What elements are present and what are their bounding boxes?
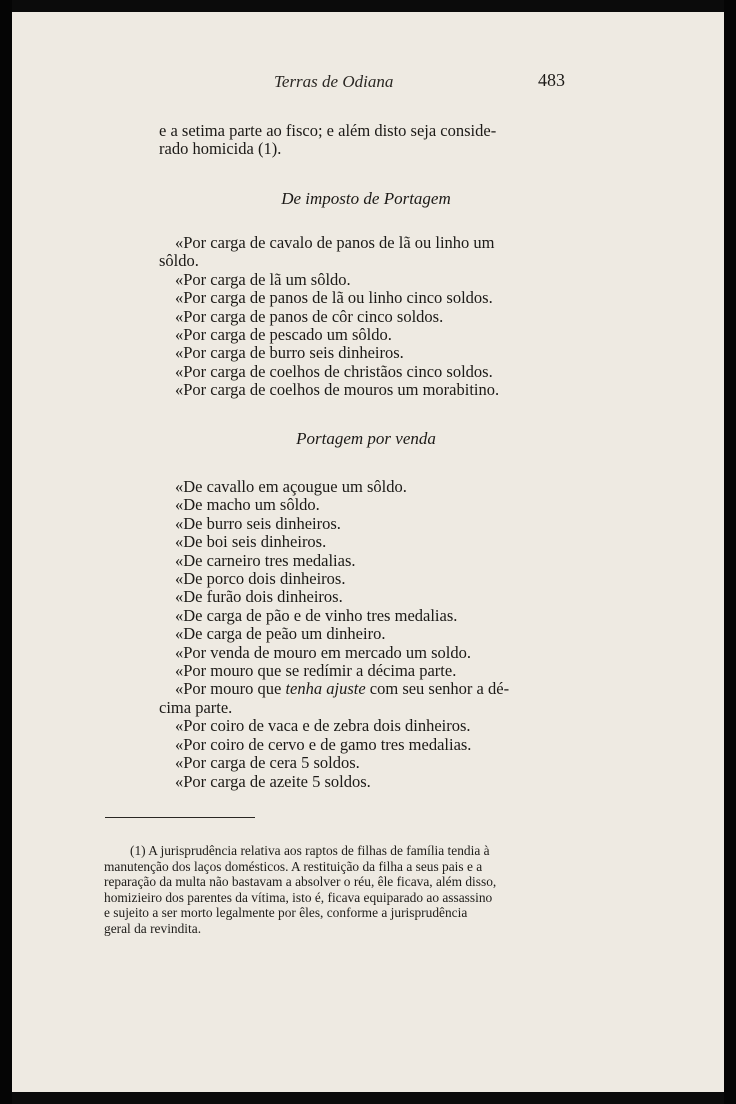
text-line: rado homicida (1). — [159, 139, 282, 159]
list-item: «Por carga de panos de lã ou linho cinco soldos. — [175, 288, 493, 308]
list-item: «Por carga de cera 5 soldos. — [175, 753, 360, 773]
list-item: «Por carga de panos de côr cinco soldos. — [175, 306, 444, 326]
list-item: «Por carga de pescado um sôldo. — [175, 325, 392, 345]
footnote-line: (1) A jurisprudência relativa aos raptos de filhas de família tendia à — [130, 843, 490, 858]
footnote-line: e sujeito a ser morto legalmente por êles, conforme a jurisprudência — [104, 905, 468, 921]
page-header — [262, 70, 582, 96]
footnote-line: manutenção dos laços domésticos. A restituição da filha a seus pais e a — [104, 858, 483, 874]
list-item: «Por venda de mouro em mercado um soldo. — [175, 642, 472, 662]
list-item: «Por carga de coelhos de mouros um morabitino. — [175, 380, 500, 400]
list-item: «Por coiro de cervo e de gamo tres medalias. — [175, 734, 472, 754]
text-line: e a setima parte ao fisco; e além disto seja conside- — [159, 121, 497, 140]
section-title-portagem: De imposto de Portagem — [281, 189, 451, 208]
text-segment: com seu senhor a dé- — [365, 679, 510, 699]
list-item: «De carga de pão e de vinho tres medalias. — [175, 605, 458, 625]
list-item: «De carneiro tres medalias. — [175, 550, 356, 570]
section-portagem-list — [149, 234, 583, 400]
list-item: «De cavallo em açougue um sôldo. — [175, 477, 407, 496]
list-item: sôldo. — [159, 251, 199, 271]
list-item: «De macho um sôldo. — [175, 495, 320, 515]
text-segment: «Por mouro que — [175, 679, 286, 699]
list-item: «Por carga de burro seis dinheiros. — [175, 343, 404, 363]
list-item: «Por carga de lã um sôldo. — [175, 269, 351, 289]
intro-paragraph — [149, 122, 583, 159]
list-item: «Por carga de cavalo de panos de lã ou linho um — [175, 233, 495, 252]
list-item: «De furão dois dinheiros. — [175, 587, 343, 607]
list-item-with-italic — [149, 680, 583, 698]
list-item: «Por carga de azeite 5 soldos. — [175, 771, 371, 791]
list-item: cima parte. — [159, 697, 233, 717]
list-item: «De carga de peão um dinheiro. — [175, 624, 386, 644]
italic-phrase: tenha ajuste — [285, 679, 366, 699]
footnote — [104, 843, 584, 937]
list-item: «De boi seis dinheiros. — [175, 532, 327, 552]
footnote-line: reparação da multa não bastavam a absolver o réu, êle ficava, além disso, — [104, 874, 497, 890]
section-venda-list — [149, 478, 583, 791]
list-item: «Por carga de coelhos de christãos cinco soldos. — [175, 361, 493, 381]
list-item: «Por coiro de vaca e de zebra dois dinheiros. — [175, 716, 471, 736]
scan-frame-left — [0, 0, 12, 1104]
section-title-venda: Portagem por venda — [296, 429, 436, 448]
page-number: 483 — [538, 70, 565, 90]
running-title: Terras de Odiana — [274, 72, 394, 91]
list-item: «De porco dois dinheiros. — [175, 569, 346, 589]
scan-frame-right — [724, 0, 736, 1104]
footnote-divider — [105, 817, 255, 818]
footnote-line: geral da revindita. — [104, 920, 202, 936]
footnote-line: homizieiro dos parentes da vítima, isto é, ficava equiparado ao assassino — [104, 889, 493, 905]
list-item: «Por mouro que se redímir a décima parte. — [175, 661, 457, 681]
list-item: «De burro seis dinheiros. — [175, 513, 341, 533]
